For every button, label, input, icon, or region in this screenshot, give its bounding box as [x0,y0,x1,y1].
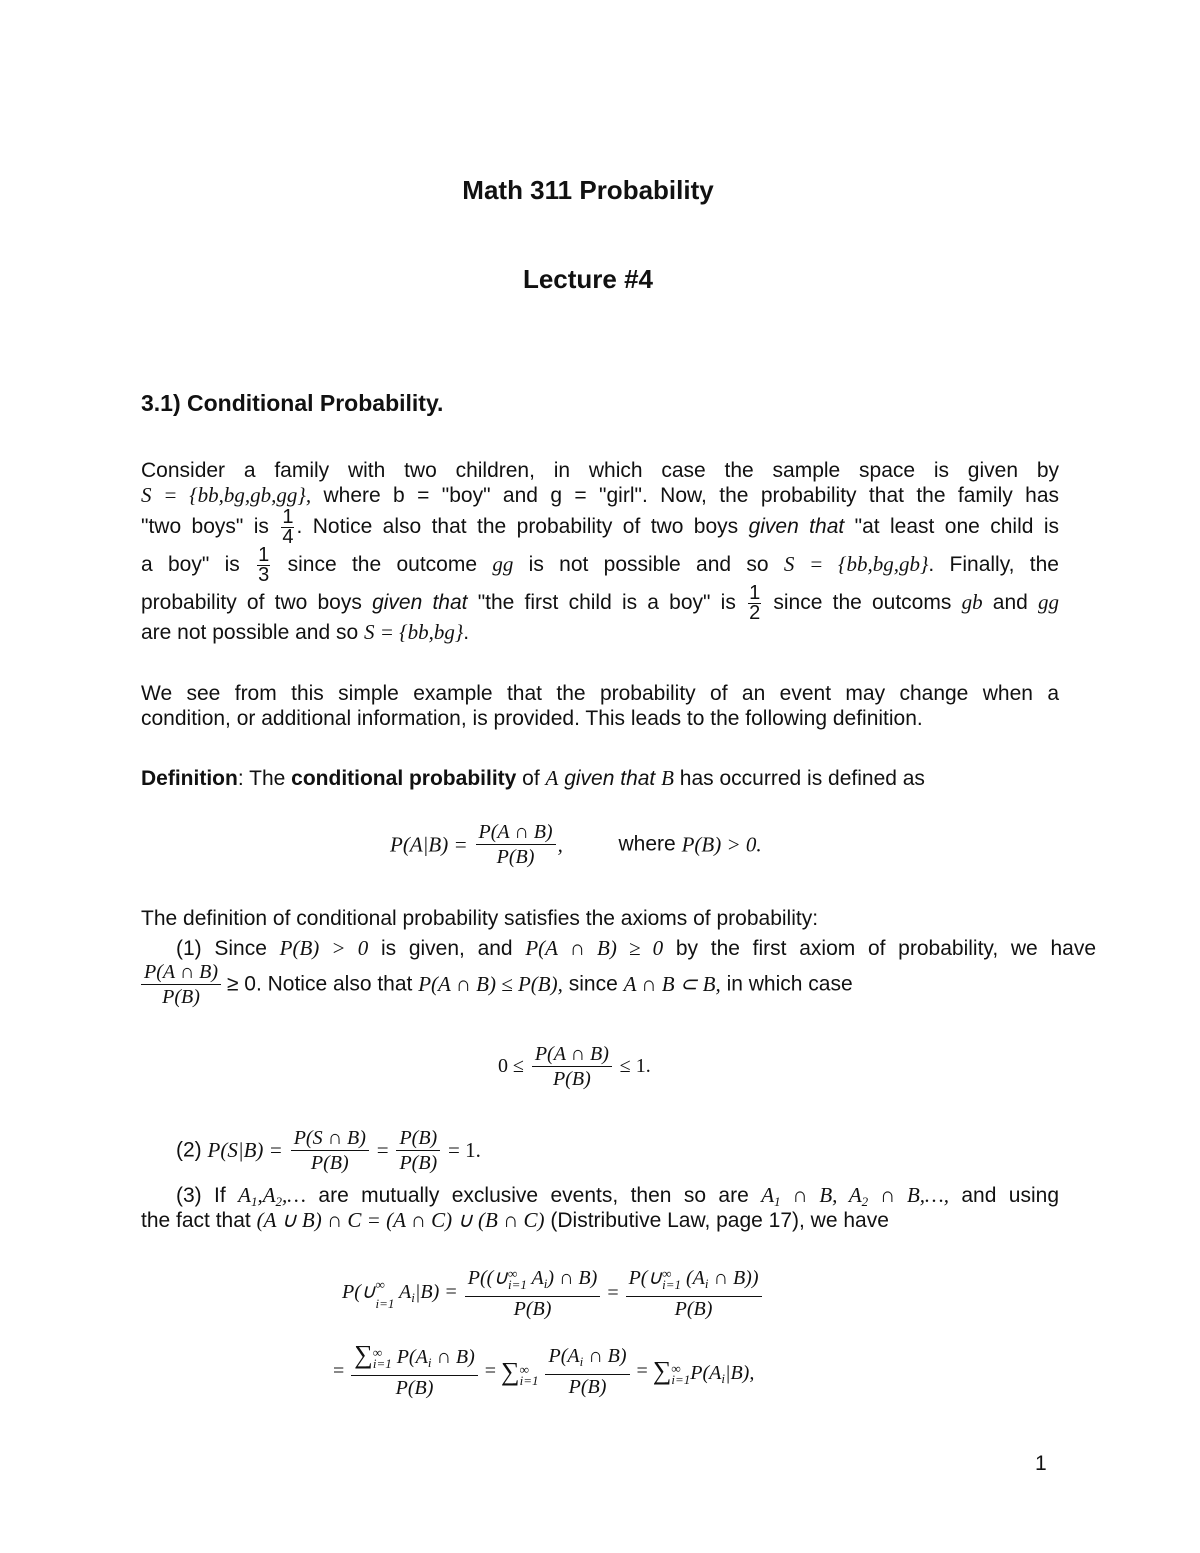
para1-line3 [141,508,1059,547]
math: A ∩ B ⊂ B, [623,972,721,996]
para1-line1: Consider a family with two children, in which case the sample space is given by [141,459,1059,482]
text: : The [237,767,286,790]
fraction [141,960,221,1009]
para2-line2: condition, or additional information, is provided. This leads to the following definition. [141,707,923,730]
text: and [992,591,1028,615]
math: P(A ∩ B) ≥ 0 [525,936,664,960]
conditional-probability-formula [390,820,762,869]
fraction: P((∪∞ i=1 $A_i$) ∩ B) P(B) [465,1266,601,1321]
text: of [522,767,540,790]
emphasis: given that [564,767,656,790]
math: = [376,1138,389,1162]
page-title: Math 311 Probability [462,175,714,205]
distributive-law: (A ∪ B) ∩ C = (A ∩ C) ∪ (B ∩ C) [256,1208,545,1232]
equation-row-1: P(∪∞ i=1 $A_i|B$) = P((∪∞ i=1 $A_i$) ∩ B) P(B) = P(∪∞ i=1 ($A_i$ ∩ B)) P(B) [342,1266,764,1321]
text: (3) If [176,1184,226,1207]
fraction [291,1126,369,1175]
text: where [618,832,676,856]
fraction [532,1042,612,1091]
sample-space: S = {bb,bg,gb,gg}, [141,483,312,507]
math: gg [1038,590,1060,615]
math: gb [961,590,983,615]
math: 0 ≤ [498,1055,524,1077]
text: (1) Since [176,937,267,960]
denominator: P(B) [291,1150,369,1175]
math: S = {bb,bg} [364,620,464,644]
text: since the outcome [287,553,477,577]
para1-line2 [141,483,1059,508]
denominator: P(B) [476,844,556,869]
text: by the first axiom of probability, we have [675,937,1096,960]
text: probability of two boys [141,591,362,615]
fraction: ∑∞ i=1 $P(A_i$ ∩ B) P(B) [351,1343,477,1400]
fraction-one-third [257,546,270,585]
numerator: P(B) [399,1127,438,1149]
text: "two boys" is [141,515,269,539]
numerator: 1 [749,582,761,604]
text: are not possible and so [141,621,359,644]
text: a boy" is [141,553,240,577]
formula-fraction [476,820,556,869]
formula-lhs: P(A|B) = [390,832,468,857]
numerator: 1 [258,544,270,566]
text: since [568,972,618,996]
denominator: 3 [258,564,270,586]
text: and using [961,1184,1059,1207]
fraction-one-half [748,584,761,623]
numerator: 1 [282,506,294,528]
item2-line [176,1126,481,1175]
denominator: P(B) [396,1150,440,1175]
math: A [545,766,559,790]
text: "the first child is a boy" is [477,591,736,615]
text: . [463,621,470,644]
text: ≥ 0. Notice also that [226,972,413,996]
denominator: P(B) [141,984,221,1009]
text: in which case [726,972,853,996]
events-intersections: $A_1$ ∩ B, $A_2$ ∩ B,…, [761,1183,949,1209]
equation-row-2: = ∑∞ i=1 $P(A_i$ ∩ B) P(B) = ∑∞ i=1 $\frac{P(A_i \cap B)}{P(B)}$ = ∑∞ $i=1P(A_i|B)$, [333,1340,755,1399]
text: "at least one child is [854,515,1059,539]
para2-line1: We see from this simple example that the probability of an event may change when a [141,682,1059,705]
text: since the outcoms [773,591,952,615]
fraction: P(∪∞ i=1 ($A_i$ ∩ B)) P(B) [626,1266,762,1321]
math: P(S|B) = [207,1138,283,1162]
comma: , [557,832,563,857]
emphasis: given that [372,591,468,615]
events-list: $A_1,A_2,\dots$ [238,1183,306,1209]
math: ≤ 1. [619,1055,651,1077]
fraction [396,1126,440,1175]
denominator: P(B) [532,1066,612,1091]
fraction-one-quarter [281,508,294,547]
inequality-display [498,1042,651,1091]
text: the fact that [141,1209,251,1232]
text: (Distributive Law, page 17), we have [550,1209,889,1232]
math: P(B) > 0 [279,936,369,960]
text: . Notice also that the probability of two boys [296,515,739,539]
math: S = {bb,bg,gb} [783,552,929,577]
math: = 1. [448,1138,481,1162]
denominator: 2 [749,602,761,624]
para1-line5 [141,584,1059,623]
para1-line2-text: where b = "boy" and g = "girl". Now, the probability that the family has [323,484,1059,507]
fraction: $\frac{P(A_i \cap B)}{P(B)}$ [545,1344,629,1399]
math: B [661,766,674,790]
definition-line [141,766,925,791]
item3-line2 [141,1208,889,1233]
text: are mutually exclusive events, then so are [318,1184,749,1207]
para1-line4 [141,546,1059,585]
definition-label: Definition [141,767,238,790]
lecture-number: Lecture #4 [522,264,654,294]
formula-condition: P(B) > 0. [681,832,762,857]
numerator: P(A ∩ B) [144,961,219,983]
page-number: 1 [1035,1452,1047,1475]
math: gg [492,552,514,577]
item1-line2 [141,960,853,1009]
text: . Finally, the [928,553,1059,577]
emphasis: given that [748,515,845,539]
numerator: P(S ∩ B) [293,1127,366,1149]
item1-line1 [176,936,1096,961]
section-heading: 3.1) Conditional Probability. [141,390,444,416]
definition-term: conditional probability [291,767,517,790]
math: P(A ∩ B) ≤ P(B), [418,972,563,996]
denominator: 4 [282,526,294,548]
para1-line6 [141,620,1059,645]
text: has occurred is defined as [679,767,925,790]
text: (2) [176,1138,202,1162]
text: is not possible and so [528,553,769,577]
numerator: P(A ∩ B) [478,821,553,843]
numerator: P(A ∩ B) [534,1043,609,1065]
axioms-intro: The definition of conditional probability satisfies the axioms of probability: [141,907,819,930]
text: is given, and [380,937,513,960]
